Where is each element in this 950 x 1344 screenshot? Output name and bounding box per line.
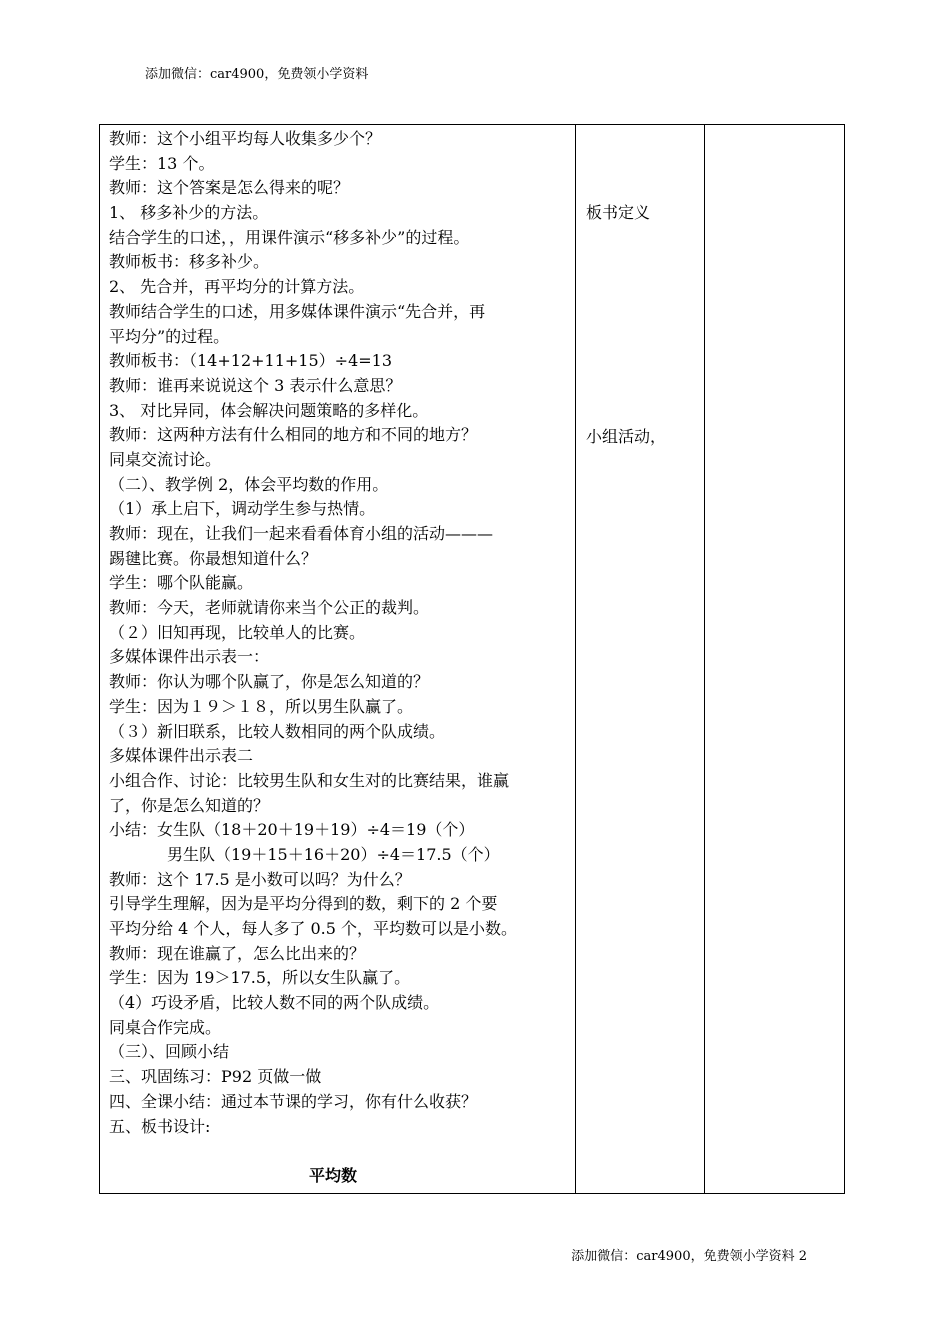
text-line: 了，你是怎么知道的？ bbox=[109, 795, 270, 815]
page-footer: 添加微信：car4900，免费领小学资料 2 bbox=[571, 1249, 807, 1264]
text-line: 2、 先合并，再平均分的计算方法。 bbox=[109, 277, 365, 297]
text-line: 结合学生的口述，，用课件演示“移多补少”的过程。 bbox=[109, 227, 470, 247]
column-divider-2 bbox=[704, 125, 705, 1193]
text-line: 学生：因为１９＞１８，所以男生队赢了。 bbox=[109, 696, 414, 716]
text-line: 小结：女生队（18＋20＋19＋19）÷4＝19（个） bbox=[109, 820, 475, 840]
text-line: 教师结合学生的口述，用多媒体课件演示“先合并，再 bbox=[109, 301, 486, 321]
text-line: 教师板书：（14+12+11+15）÷4=13 bbox=[109, 351, 393, 371]
text-line: 教师：现在谁赢了，怎么比出来的？ bbox=[109, 943, 366, 963]
lesson-content bbox=[109, 127, 571, 1189]
text-line: （２）旧知再现，比较单人的比赛。 bbox=[109, 622, 366, 642]
board-design-title: 平均数 bbox=[309, 1165, 358, 1185]
text-line: 五、板书设计: bbox=[109, 1116, 211, 1136]
text-line: 教师：这个 17.5 是小数可以吗？为什么？ bbox=[109, 869, 411, 889]
text-line: 教师：今天，老师就请你来当个公正的裁判。 bbox=[109, 598, 430, 618]
text-line: （３）新旧联系，比较人数相同的两个队成绩。 bbox=[109, 721, 446, 741]
text-line: 教师：这两种方法有什么相同的地方和不同的地方？ bbox=[109, 425, 478, 445]
text-line: 引导学生理解，因为是平均分得到的数，剩下的 2 个要 bbox=[109, 894, 498, 914]
text-line: 平均分给 4 个人，每人多了 0.5 个，平均数可以是小数。 bbox=[109, 919, 517, 938]
text-line: 多媒体课件出示表二 bbox=[109, 746, 254, 766]
text-line: 教师：谁再来说说这个 3 表示什么意思？ bbox=[109, 375, 402, 395]
page-header: 添加微信：car4900，免费领小学资料 bbox=[145, 67, 369, 82]
text-line: 学生：因为 19＞17.5，所以女生队赢了。 bbox=[109, 968, 411, 988]
note-group-activity: 小组活动， bbox=[586, 427, 667, 446]
text-line: （三）、回顾小结 bbox=[109, 1042, 230, 1062]
text-line: 踢毽比赛。你最想知道什么？ bbox=[109, 548, 318, 568]
text-line: 教师板书：移多补少。 bbox=[109, 252, 270, 272]
text-line: （二）、教学例 2，体会平均数的作用。 bbox=[109, 474, 389, 494]
text-line: 三、巩固练习：P92 页做一做 bbox=[109, 1067, 322, 1087]
text-line: 3、 对比异同，体会解决问题策略的多样化。 bbox=[109, 400, 429, 420]
text-line: 平均分”的过程。 bbox=[109, 326, 230, 346]
text-line: （1）承上启下，调动学生参与热情。 bbox=[109, 499, 376, 519]
lesson-table bbox=[99, 124, 845, 1194]
text-line: 多媒体课件出示表一： bbox=[109, 647, 270, 667]
text-line: 教师：这个小组平均每人收集多少个？ bbox=[109, 129, 382, 148]
text-line: （4）巧设矛盾，比较人数不同的两个队成绩。 bbox=[109, 993, 440, 1013]
note-board-definition: 板书定义 bbox=[586, 203, 651, 222]
text-line: 同桌合作完成。 bbox=[109, 1017, 222, 1037]
blank-line bbox=[109, 1139, 571, 1164]
text-line: 小组合作、讨论：比较男生队和女生对的比赛结果，谁赢 bbox=[109, 770, 510, 790]
text-line: 学生：13 个。 bbox=[109, 153, 215, 173]
text-line: 教师：你认为哪个队赢了，你是怎么知道的？ bbox=[109, 672, 430, 692]
text-line: 教师：现在，让我们一起来看看体育小组的活动——— bbox=[109, 524, 494, 543]
text-line: 男生队（19＋15＋16＋20）÷4＝17.5（个） bbox=[167, 844, 500, 864]
column-divider-1 bbox=[575, 125, 576, 1193]
text-line: 教师：这个答案是怎么得来的呢？ bbox=[109, 178, 350, 198]
text-line: 1、 移多补少的方法。 bbox=[109, 203, 269, 223]
text-line: 学生：哪个队能赢。 bbox=[109, 573, 254, 593]
text-line: 同桌交流讨论。 bbox=[109, 449, 222, 469]
text-line: 四、全课小结：通过本节课的学习，你有什么收获？ bbox=[109, 1091, 478, 1111]
